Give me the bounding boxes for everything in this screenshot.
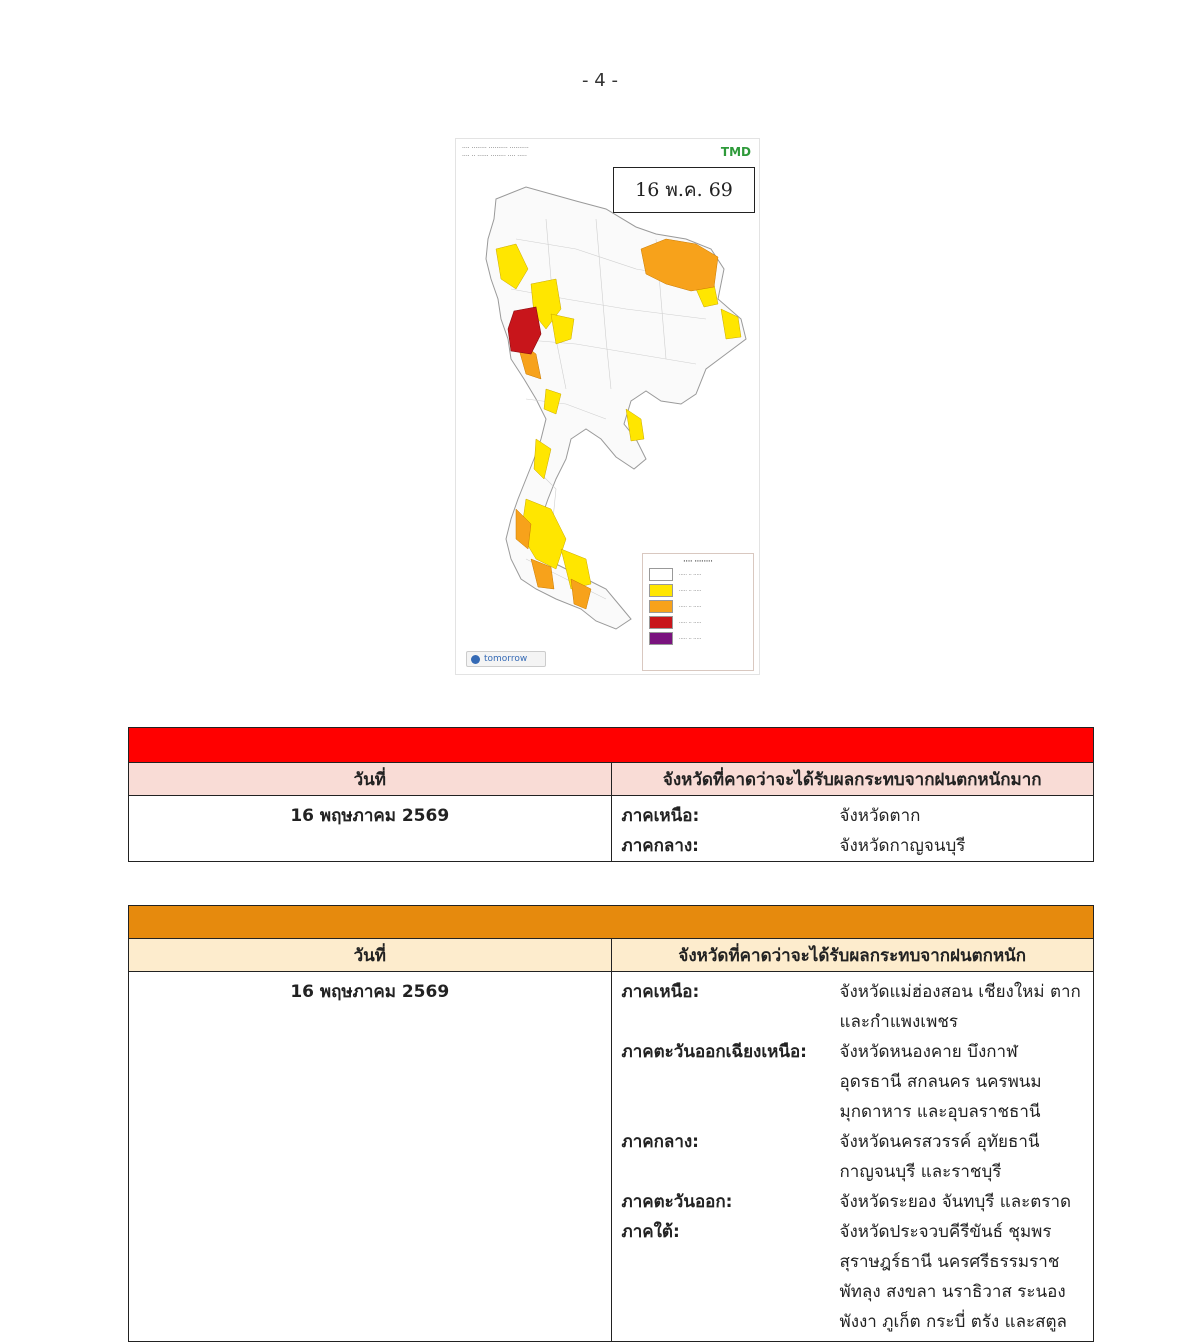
page-number: - 4 - [582,70,618,91]
region-label: ภาคเหนือ: [621,982,700,1002]
legend-swatch [649,584,673,597]
tomorrow-logo [466,651,546,667]
region-row [622,977,1084,1037]
legend-swatch [649,616,673,629]
province-list: จังหวัดนครสวรรค์ อุทัยธานี กาญจนบุรี และราชบุรี [839,1132,1040,1182]
province-list: จังหวัดระยอง จันทบุรี และตราด [839,1192,1072,1212]
legend-item: ····· ·· ····· [649,568,753,581]
severity-band-red [129,728,1094,763]
region-label: ภาคเหนือ: [621,806,700,826]
rainfall-forecast-map [455,138,760,675]
region-label: ภาคกลาง: [621,836,699,856]
region-label: ภาคใต้: [621,1222,680,1242]
region-label [622,1097,840,1127]
province-list: จังหวัดประจวบคีรีขันธ์ ชุมพร สุราษฎร์ธานี นครศรีธรรมราช [839,1222,1060,1272]
province-list: จังหวัดแม่ฮ่องสอน เชียงใหม่ ตาก และกำแพงเพชร [839,982,1081,1032]
legend-item: ····· ·· ····· [649,584,753,597]
table-header-row [129,939,1094,972]
region-label [622,1277,840,1337]
legend-swatch [649,632,673,645]
date-cell: 16 พฤษภาคม 2569 [129,972,612,1342]
date-cell: 16 พฤษภาคม 2569 [129,796,612,862]
region-row [622,1127,1084,1187]
region-label: ภาคตะวันออกเฉียงเหนือ: [621,1042,807,1062]
legend-item: ····· ·· ····· [649,600,753,613]
map-date-label: 16 พ.ค. 69 [613,167,755,213]
region-row [622,831,1084,861]
tomorrow-logo-icon [471,655,480,664]
region-row [622,801,1084,831]
table-header-row [129,763,1094,796]
province-list: พัทลุง สงขลา นราธิวาส ระนอง พังงา ภูเก็ต กระบี่ ตรัง และสตูล [839,1282,1067,1332]
provinces-cell [611,796,1094,862]
severity-band-orange [129,906,1094,939]
region-row [622,1037,1084,1097]
region-row [622,1217,1084,1277]
region-row [622,1097,1084,1127]
region-row [622,1277,1084,1337]
table-row [129,972,1094,1342]
legend-title: ···· ········ [683,558,713,565]
header-date: วันที่ [129,763,612,796]
legend-swatch [649,600,673,613]
legend-item: ····· ·· ····· [649,616,753,629]
heavy-rain-table [128,905,1094,1342]
header-provinces: จังหวัดที่คาดว่าจะได้รับผลกระทบจากฝนตกหนัก [611,939,1094,972]
province-list: จังหวัดหนองคาย บึงกาฬ อุดรธานี สกลนคร นครพนม [839,1042,1042,1092]
provinces-cell [611,972,1094,1342]
very-heavy-rain-table [128,727,1094,862]
map-header-text: ···· ········ ·········· ·········· ···· ·· ······ ········ ···· ····· [462,145,529,160]
map-legend [642,553,754,671]
table-row [129,796,1094,862]
tmd-logo: TMD [720,145,751,159]
legend-swatch [649,568,673,581]
header-date: วันที่ [129,939,612,972]
province-list: จังหวัดกาญจนบุรี [839,836,966,856]
province-list: มุกดาหาร และอุบลราชธานี [839,1102,1041,1122]
brand-text: tomorrow [484,654,528,664]
region-row [622,1187,1084,1217]
legend-item: ····· ·· ····· [649,632,753,645]
province-list: จังหวัดตาก [839,806,921,826]
region-label: ภาคกลาง: [621,1132,699,1152]
header-provinces: จังหวัดที่คาดว่าจะได้รับผลกระทบจากฝนตกหนักมาก [611,763,1094,796]
region-label: ภาคตะวันออก: [621,1192,733,1212]
